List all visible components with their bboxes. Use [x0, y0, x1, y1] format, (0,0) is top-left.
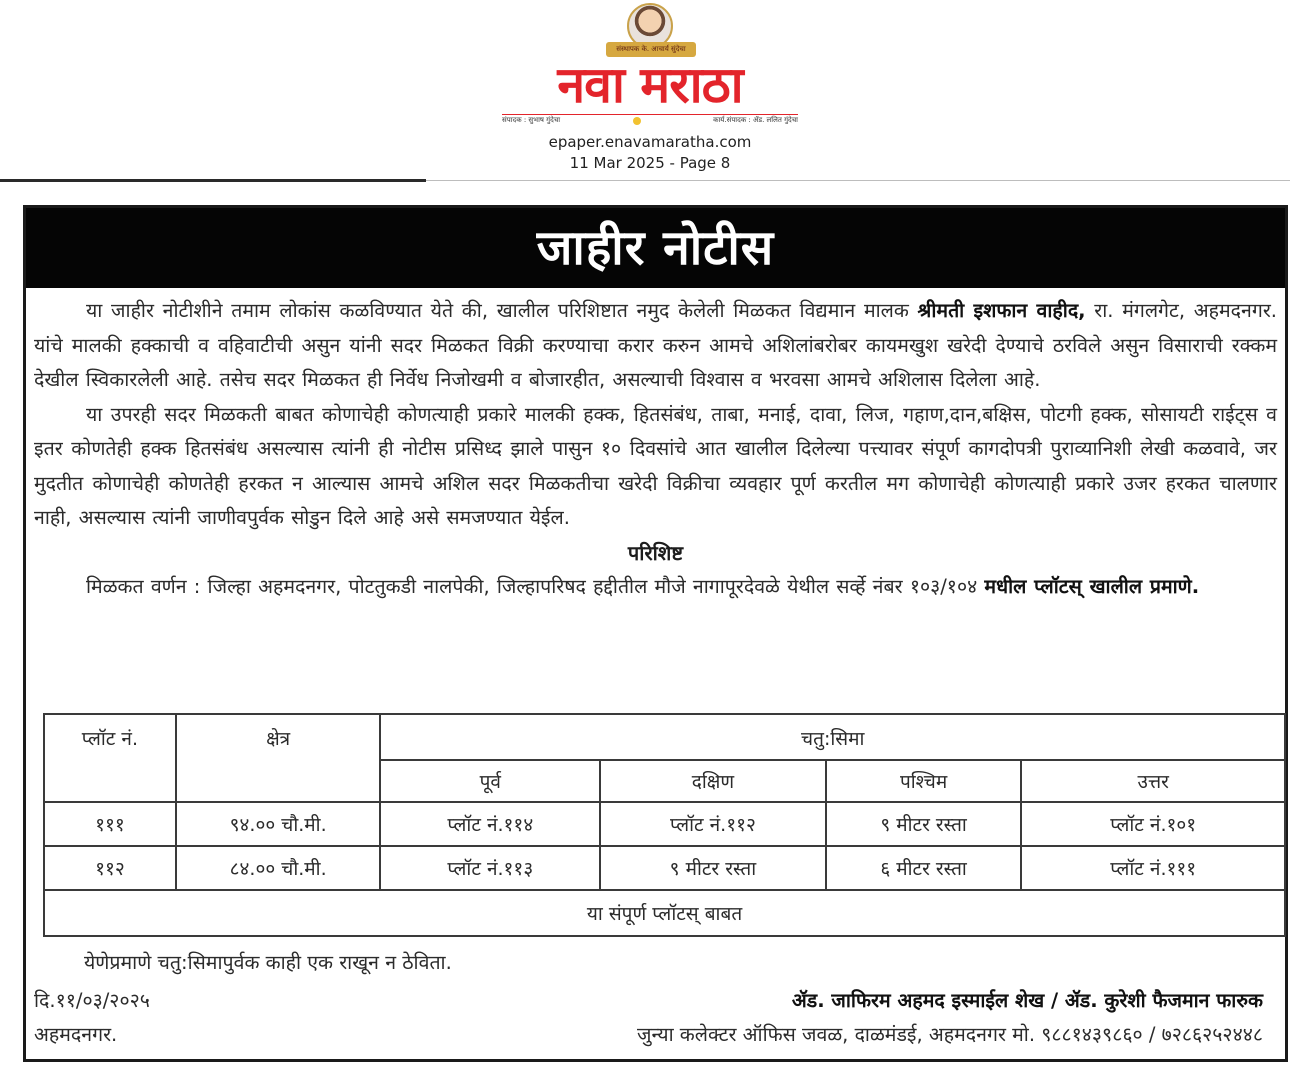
owner-name: श्रीमती इशफान वाहीद, — [917, 299, 1086, 322]
notice-paragraph-1 — [34, 294, 1277, 398]
public-notice — [23, 205, 1288, 1062]
exec-editor-credit: कार्य.संपादक : ॲड. ललित गुंदेचा — [713, 116, 798, 124]
closing-line: येणेप्रमाणे चतु:सिमापुर्वक काही एक राखून न ठेविता. — [84, 951, 452, 974]
table-row — [44, 846, 1285, 890]
para3-text-a: मिळकत वर्णन : जिल्हा अहमदनगर, पोटतुकडी नालपेकी, जिल्हापरिषद हद्दीतील मौजे नागापूरदेवळे येथील सर्व्हे नंबर १०३/१०४ — [86, 574, 985, 598]
table-header-row — [44, 714, 1285, 760]
col-east: पूर्व — [380, 760, 600, 802]
para1-text-a: या जाहीर नोटीशीने तमाम लोकांस कळविण्यात येते की, खालील परिशिष्टात नमुद केलेली मिळकत विद्यमान मालक — [86, 299, 918, 322]
date-place-block — [34, 984, 150, 1052]
cell-plot: ११२ — [44, 846, 176, 890]
advocate-names: ॲड. जाफिरम अहमद इस्माईल शेख / ॲड. कुरेशी फैजमान फारुक — [791, 989, 1263, 1012]
schedule-title: परिशिष्ट — [627, 540, 684, 565]
advocate-signature-block — [637, 984, 1263, 1052]
editor-credit: संपादक : सुभाष गुंदेचा — [502, 116, 561, 124]
divider-light — [426, 180, 1290, 181]
para1-text-b: रा. मंगलगेट, अहमदनगर. यांचे मालकी हक्काची व वहिवाटीची असुन यांनी सदर मिळकत विक्री करण्याचा करार करुन आमचे अशिलांबरोबर कायमखुश खरेदी देण्याचे ठरविले असुन विसाराची रक्कम देखील स्विकारलेली आहे. तसेच सदर मिळकत ही निर्वेध निजोखमी व बोजारहीत, असल्याची विश्वास व भरवसा आमचे अशिलास दिलेला आहे. — [34, 299, 1277, 391]
cell-west: ९ मीटर रस्ता — [826, 802, 1022, 846]
advocate-address: जुन्या कलेक्टर ऑफिस जवळ, दाळमंडई, अहमदनगर मो. ९८८१४३९८६० / ७२८६२५२४४८ — [637, 1023, 1263, 1046]
cell-north: प्लॉट नं.१०१ — [1021, 802, 1285, 846]
cell-east: प्लॉट नं.११४ — [380, 802, 600, 846]
table-footer: या संपूर्ण प्लॉटस् बाबत — [44, 890, 1285, 936]
newspaper-logo: नवा मराठा — [557, 56, 743, 114]
cell-south: प्लॉट नं.११२ — [600, 802, 826, 846]
col-boundaries: चतु:सिमा — [380, 714, 1285, 760]
table-row — [44, 802, 1285, 846]
logo-editor-strip — [502, 114, 798, 126]
cell-area: ८४.०० चौ.मी. — [176, 846, 381, 890]
notice-place: अहमदनगर. — [34, 1023, 118, 1046]
plot-table — [43, 713, 1286, 937]
cell-area: ९४.०० चौ.मी. — [176, 802, 381, 846]
notice-date: दि.११/०३/२०२५ — [34, 989, 150, 1012]
table-footer-row — [44, 890, 1285, 936]
col-plot-no: प्लॉट नं. — [44, 714, 176, 802]
cell-north: प्लॉट नं.१११ — [1021, 846, 1285, 890]
notice-body — [34, 294, 1277, 604]
source-url: epaper.enavamaratha.com — [548, 133, 752, 151]
col-north: उत्तर — [1021, 760, 1285, 802]
para3-text-b: मधील प्लॉटस् खालील प्रमाणे. — [984, 574, 1200, 598]
cell-east: प्लॉट नं.११३ — [380, 846, 600, 890]
notice-heading: जाहीर नोटीस — [26, 208, 1285, 288]
source-date-page: 11 Mar 2025 - Page 8 — [569, 154, 731, 172]
cell-west: ६ मीटर रस्ता — [826, 846, 1022, 890]
founder-ribbon: संस्थापक के. आचार्य सुंदेचा — [606, 42, 696, 57]
cell-plot: १११ — [44, 802, 176, 846]
divider-dark — [0, 179, 426, 182]
sun-icon — [633, 117, 641, 125]
col-south: दक्षिण — [600, 760, 826, 802]
notice-paragraph-3 — [34, 570, 1277, 605]
col-west: पश्चिम — [826, 760, 1022, 802]
col-area: क्षेत्र — [176, 714, 381, 802]
cell-south: ९ मीटर रस्ता — [600, 846, 826, 890]
notice-paragraph-2: या उपरही सदर मिळकती बाबत कोणाचेही कोणत्याही प्रकारे मालकी हक्क, हितसंबंध, ताबा, मनाई, दावा, लिज, गहाण,दान,बक्षिस, पोटगी हक्क, सोसायटी राईट्स व इतर कोणतेही हक्क हितसंबंध असल्यास त्यांनी ही नोटीस प्रसिध्द झाले पासुन १० दिवसांचे आत खालील दिलेल्या पत्त्यावर संपूर्ण कागदोपत्री पुराव्यानिशी लेखी कळवावे, जर मुदतीत कोणाचेही कोणतेही हरकत न आल्यास आमचे अशिल सदर मिळकतीचा खरेदी विक्रीचा व्यवहार पूर्ण करतील मग कोणाचेही कोणत्याही प्रकारे उजर हरकत चालणार नाही, असल्यास त्यांनी जाणीवपुर्वक सोडुन दिले आहे असे समजण्यात येईल. — [34, 402, 1277, 529]
newspaper-masthead — [0, 0, 1300, 182]
